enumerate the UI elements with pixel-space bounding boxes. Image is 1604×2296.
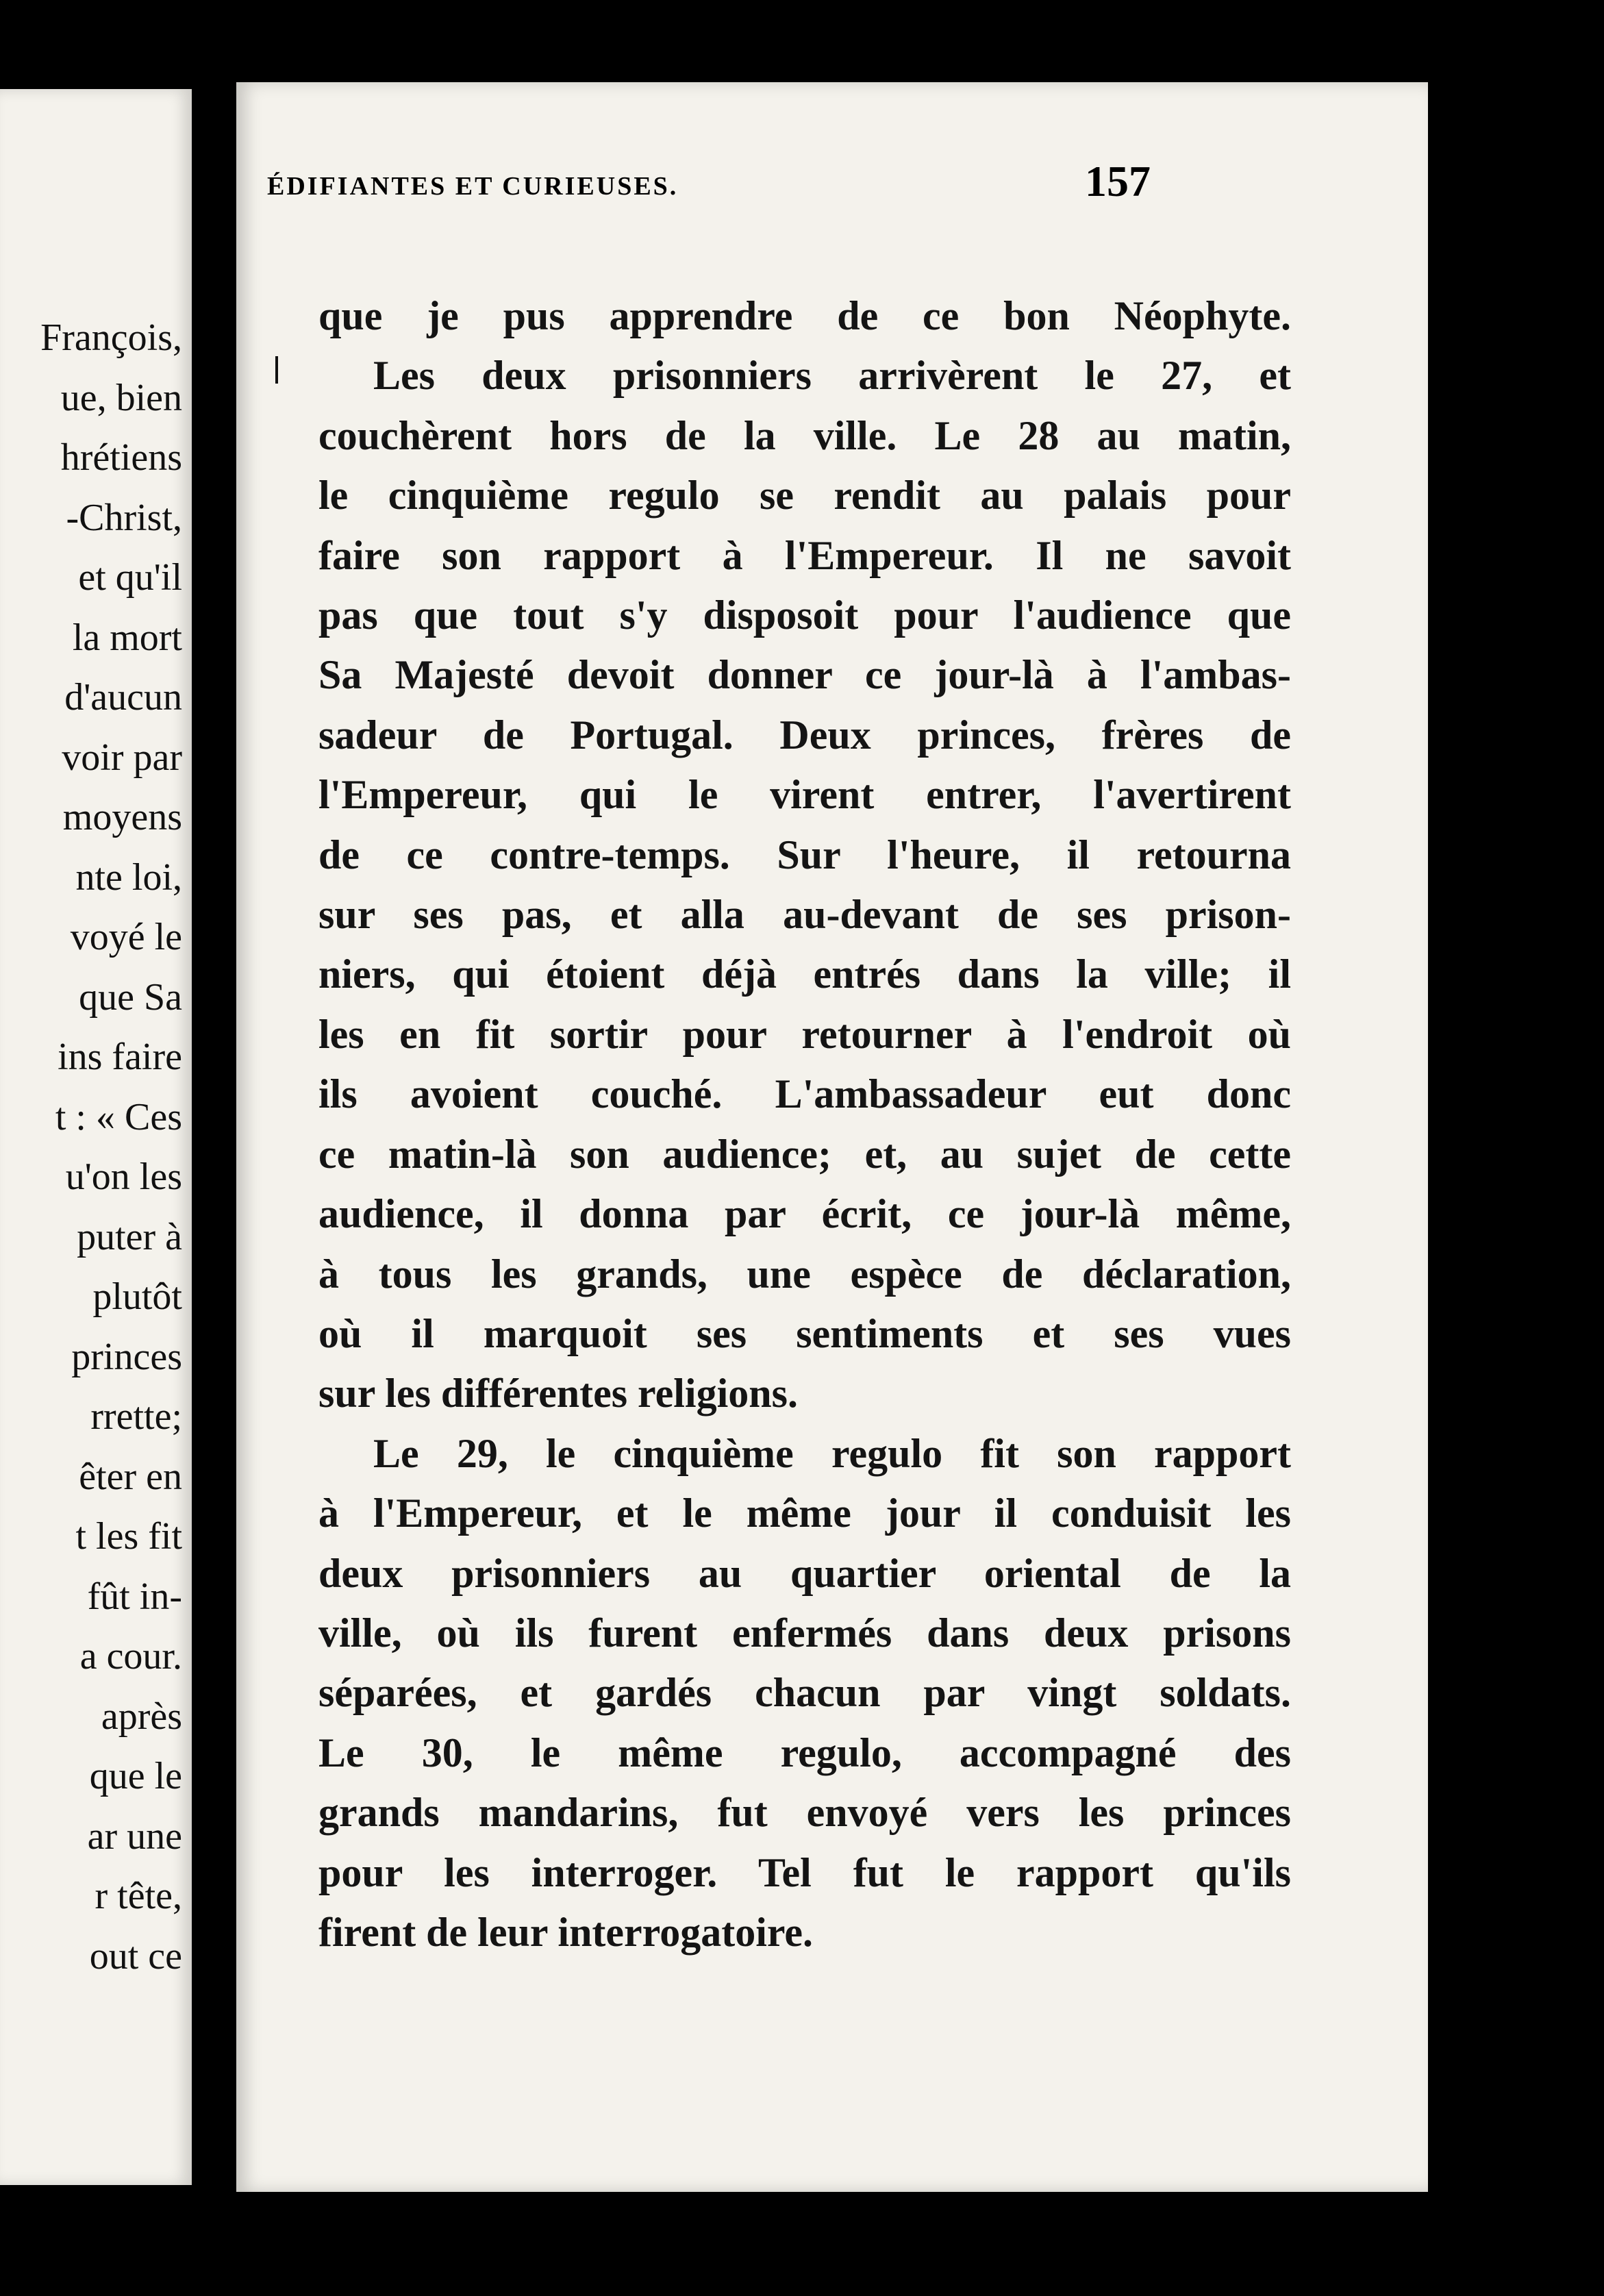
text-line: le cinquième regulo se rendit au palais pour [318, 473, 1291, 519]
left-page-text [0, 308, 182, 1986]
text-line: faire son rapport à l'Empereur. Il ne savoit [318, 532, 1291, 578]
text-line: les en fit sortir pour retourner à l'endroit où [318, 1011, 1291, 1057]
text-line: firent de leur interrogatoire. [318, 1909, 814, 1955]
text-line: où il marquoit ses sentiments et ses vues [318, 1310, 1291, 1356]
page-header [267, 156, 1151, 218]
running-head: ÉDIFIANTES ET CURIEUSES. [267, 172, 679, 201]
left-line: moyens [62, 796, 182, 838]
text-line: à l'Empereur, et le même jour il conduisit les [318, 1490, 1291, 1536]
left-line: êter en [79, 1455, 182, 1498]
left-line: d'aucun [64, 676, 182, 719]
left-line: hrétiens [60, 436, 182, 479]
left-line: ins faire [58, 1036, 182, 1078]
left-line: puter à [77, 1215, 182, 1258]
text-line: ils avoient couché. L'ambassadeur eut donc [318, 1071, 1291, 1117]
text-line: niers, qui étoient déjà entrés dans la ville; il [318, 951, 1291, 997]
left-line: que Sa [79, 975, 182, 1019]
text-line: Le 30, le même regulo, accompagné des [318, 1730, 1291, 1775]
left-line: t les fit [75, 1515, 182, 1558]
left-line: out ce [89, 1934, 182, 1977]
left-line: t : « Ces [55, 1095, 182, 1138]
left-line: après [101, 1695, 182, 1738]
text-line: pour les interroger. Tel fut le rapport qu'ils [318, 1849, 1291, 1895]
left-line: voyé le [70, 916, 182, 958]
text-line: deux prisonniers au quartier oriental de la [318, 1550, 1291, 1596]
text-line: grands mandarins, fut envoyé vers les princes [318, 1790, 1291, 1836]
left-line: princes [71, 1335, 182, 1378]
left-line: et qu'il [78, 556, 182, 599]
left-line: ar une [87, 1814, 182, 1858]
text-line: sadeur de Portugal. Deux princes, frères de [318, 712, 1291, 758]
text-line: ce matin-là son audience; et, au sujet de cette [318, 1131, 1291, 1177]
left-line: a cour. [79, 1635, 182, 1677]
text-line: couchèrent hors de la ville. Le 28 au matin, [318, 412, 1291, 458]
text-line: séparées, et gardés chacun par vingt soldats. [318, 1670, 1291, 1716]
left-line: que le [89, 1755, 182, 1797]
text-line: l'Empereur, qui le virent entrer, l'avertirent [318, 772, 1291, 818]
text-line: que je pus apprendre de ce bon Néophyte. [318, 293, 1291, 338]
left-line: -Christ, [66, 496, 182, 539]
left-line: r tête, [95, 1875, 182, 1917]
left-line: voir par [62, 736, 182, 779]
text-line: sur les différentes religions. [318, 1371, 798, 1417]
text-line: ville, où ils furent enfermés dans deux prisons [318, 1610, 1291, 1656]
left-line: rrette; [90, 1395, 182, 1438]
text-line: audience, il donna par écrit, ce jour-là même, [318, 1191, 1291, 1237]
left-line: nte loi, [75, 856, 182, 899]
left-line: fût in- [87, 1575, 182, 1618]
left-line: u'on les [65, 1156, 182, 1198]
text-line: à tous les grands, une espèce de déclaration, [318, 1251, 1291, 1297]
text-line: pas que tout s'y disposoit pour l'audience que [318, 592, 1291, 638]
left-line: plutôt [92, 1275, 182, 1318]
text-line: Le 29, le cinquième regulo fit son rapport [373, 1430, 1291, 1476]
text-line: Sa Majesté devoit donner ce jour-là à l'ambas- [318, 652, 1291, 698]
left-line: ue, bien [60, 376, 182, 419]
left-line: la mort [72, 616, 182, 659]
left-page-fragment [0, 89, 192, 2185]
margin-mark [275, 356, 278, 384]
left-line: François, [40, 316, 182, 359]
text-line: sur ses pas, et alla au-devant de ses prison- [318, 892, 1291, 938]
body-text [318, 286, 1291, 1962]
text-line: Les deux prisonniers arrivèrent le 27, et [373, 353, 1291, 399]
page-number: 157 [1085, 157, 1151, 205]
text-line: de ce contre-temps. Sur l'heure, il retourna [318, 832, 1291, 877]
